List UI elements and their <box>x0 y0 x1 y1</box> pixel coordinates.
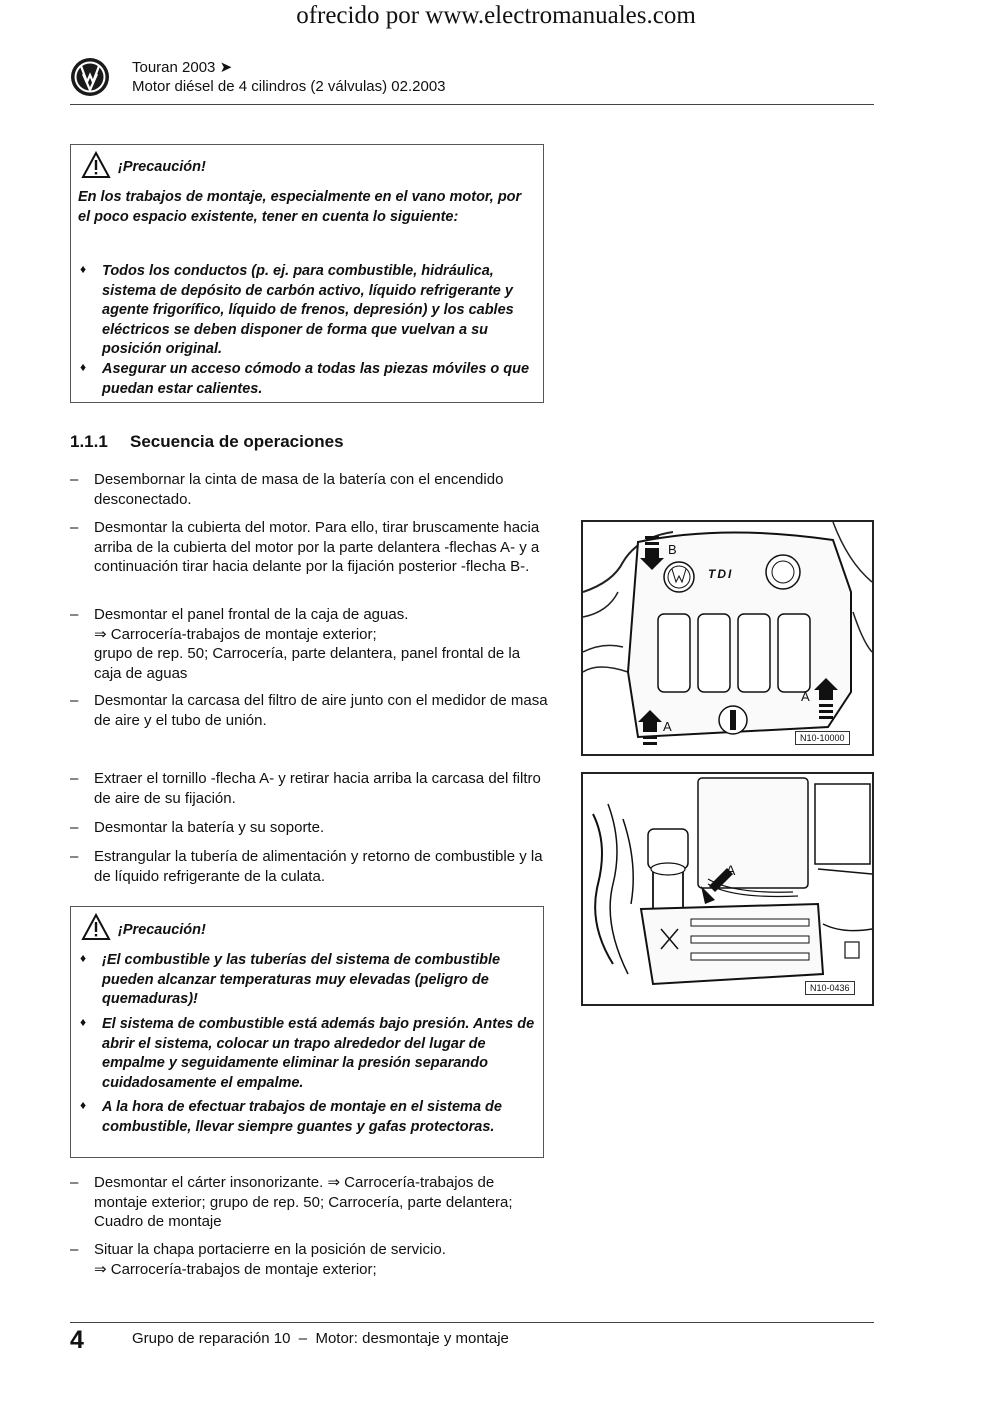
caution-item: ♦ Todos los conductos (p. ej. para combustible, hidráulica, sistema de depósito de carbón activo, líquido refrigerante y agente frigorífico, líquido de frenos, depresión) y los cables eléctricos se deben disponer de forma que vuelvan a su posición original. <box>80 262 514 357</box>
section-number: 1.1.1 <box>70 432 108 451</box>
source-banner: ofrecido por www.electromanuales.com <box>296 2 696 29</box>
caution-box-1 <box>70 144 544 403</box>
caution-item: ♦ Asegurar un acceso cómodo a todas las piezas móviles o que puedan estar calientes. <box>80 360 530 397</box>
bullet-diamond-icon: ♦ <box>80 360 87 374</box>
footer-text: Grupo de reparación 10 – Motor: desmontaje y montaje <box>132 1330 509 1347</box>
vw-logo <box>70 57 110 97</box>
step-item: – Desembornar la cinta de masa de la batería con el encendido desconectado. <box>70 471 504 508</box>
cross-reference-link[interactable]: ⇒ Carrocería-trabajos de montaje exterior; <box>94 1260 377 1278</box>
bullet-diamond-icon: ♦ <box>80 1098 87 1112</box>
arrow-label-a: A <box>726 862 736 878</box>
tdi-badge: TDI <box>708 567 734 581</box>
step-item: – Extraer el tornillo -flecha A- y retirar hacia arriba la carcasa del filtro de aire de su fijación. <box>70 770 541 807</box>
arrow-label-a: A <box>801 689 810 704</box>
step-item: – Estrangular la tubería de alimentación y retorno de combustible y la de líquido refrigerante de la culata. <box>70 848 543 885</box>
step-item: – Situar la chapa portacierre en la posición de servicio. ⇒ Carrocería-trabajos de montaje exterior; <box>70 1240 550 1279</box>
footer-rule <box>70 1322 874 1323</box>
figure-code: N10-10000 <box>795 731 850 745</box>
figure-code: N10-0436 <box>805 981 855 995</box>
bullet-diamond-icon: ♦ <box>80 262 87 276</box>
cross-reference-link[interactable]: ⇒ Carrocería-trabajos de montaje exterior; <box>94 625 377 643</box>
caution-title: ¡Precaución! <box>118 159 206 175</box>
header-engine: Motor diésel de 4 cilindros (2 válvulas) 02.2003 <box>132 78 446 95</box>
step-item: – Desmontar el cárter insonorizante. ⇒ Carrocería-trabajos de montaje exterior; grupo de rep. 50; Carrocería, parte delantera; Cuadro de montaje <box>70 1174 513 1230</box>
engine-cover-figure <box>581 520 874 756</box>
bullet-diamond-icon: ♦ <box>80 951 87 965</box>
caution-item: ♦ ¡El combustible y las tuberías del sistema de combustible pueden alcanzar temperaturas muy elevadas (peligro de quemaduras)! <box>80 951 501 1007</box>
page-number: 4 <box>70 1326 84 1354</box>
step-item: – Desmontar la carcasa del filtro de aire junto con el medidor de masa de aire y el tubo de unión. <box>70 692 548 729</box>
caution-title: ¡Precaución! <box>118 922 206 938</box>
air-filter-figure <box>581 772 874 1006</box>
header-rule <box>70 104 874 105</box>
engine-cover-drawing <box>583 522 872 754</box>
step-item: – Desmontar el panel frontal de la caja de aguas. ⇒ Carrocería-trabajos de montaje exterior; grupo de rep. 50; Carrocería, parte delantera, panel frontal de la caja de aguas <box>70 605 550 683</box>
arrow-label-b: B <box>668 542 677 557</box>
bullet-diamond-icon: ♦ <box>80 1015 87 1029</box>
caution-item: ♦ A la hora de efectuar trabajos de montaje en el sistema de combustible, llevar siempre guantes y gafas protectoras. <box>80 1098 502 1135</box>
caution-item: ♦ El sistema de combustible está además bajo presión. Antes de abrir el sistema, colocar un trapo alrededor del lugar de empalme y seguidamente eliminar la presión separando cuidadosamente el empalme. <box>80 1015 535 1091</box>
caution-box-2 <box>70 906 544 1158</box>
warning-triangle-icon <box>81 151 111 184</box>
warning-triangle-icon <box>81 913 111 946</box>
header-model: Touran 2003 ➤ <box>132 59 233 76</box>
caution-intro: En los trabajos de montaje, especialmente en el vano motor, por el poco espacio existente, tener en cuenta lo siguiente: <box>78 189 522 225</box>
arrow-label-a: A <box>663 719 672 734</box>
air-filter-drawing <box>583 774 872 1004</box>
step-item: – Desmontar la batería y su soporte. <box>70 819 325 836</box>
step-item: – Desmontar la cubierta del motor. Para ello, tirar bruscamente hacia arriba de la cubierta del motor por la parte delantera -flechas A- y a continuación tirar hacia delante por la fijación posterior -flecha B-. <box>70 519 540 575</box>
section-title: Secuencia de operaciones <box>130 432 344 451</box>
